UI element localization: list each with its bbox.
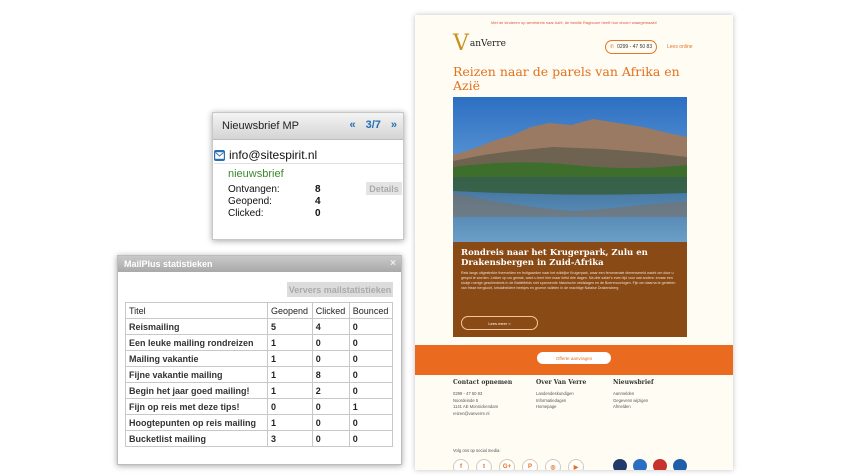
newsletter-widget-title: Nieuwsbrief MP (222, 120, 300, 132)
stat-label: Ontvangen: (228, 184, 280, 195)
hero-title: Reizen naar de parels van Afrika en Azië (453, 64, 680, 93)
footer-link[interactable]: Landendeskundigen (536, 391, 574, 396)
footer-line: Noordeinde 5 (453, 397, 479, 403)
newsletter-stats (228, 184, 403, 220)
bounced-count: 0 (349, 335, 392, 351)
phone-button[interactable] (605, 40, 657, 54)
footer-line: 1141 AE Monnickendam (453, 404, 499, 409)
clicked-count: 0 (312, 415, 349, 431)
newsletter-type: nieuwsbrief (228, 168, 284, 180)
opened-count: 0 (268, 399, 313, 415)
clicked-count: 0 (312, 431, 349, 447)
footer-link[interactable]: Aanmelden (613, 391, 635, 396)
phone-number: 0299 - 47 50 83 (617, 44, 653, 50)
mailing-title: Mailing vakantie (126, 351, 268, 367)
page-indicator: 3/7 (365, 119, 381, 131)
twitter-icon[interactable]: t (476, 459, 492, 470)
bounced-count: 1 (349, 399, 392, 415)
mailing-title: Fijne vakantie mailing (126, 367, 268, 383)
bounced-count: 0 (349, 431, 392, 447)
facebook-icon[interactable]: f (453, 459, 469, 470)
badge-icon (613, 459, 627, 470)
table-row[interactable] (126, 351, 393, 367)
footer-line[interactable]: reizen@vanverre.nl (453, 410, 490, 416)
newsletter-widget (212, 112, 404, 240)
mailing-title: Een leuke mailing rondreizen (126, 335, 268, 351)
pinterest-icon[interactable]: P (522, 459, 538, 470)
clicked-count: 2 (312, 383, 349, 399)
clicked-count: 0 (312, 335, 349, 351)
table-row[interactable] (126, 383, 393, 399)
mailing-stats-table (125, 302, 393, 447)
footer-link[interactable]: Informatiedagen (536, 397, 567, 403)
badge-icon (673, 459, 687, 470)
opened-count: 1 (268, 351, 313, 367)
footer-link[interactable]: Gegevens wijzigen (613, 397, 649, 403)
column-header: Titel (126, 303, 268, 319)
mailplus-widget (117, 255, 402, 465)
logo-name: anVerre (469, 39, 506, 49)
table-header-row (126, 303, 393, 319)
newsletter-sender (214, 147, 403, 164)
badge-icon (633, 459, 647, 470)
table-row[interactable] (126, 367, 393, 383)
envelope-icon (214, 150, 225, 161)
phone-icon: ✆ (609, 44, 615, 50)
certification-badges (613, 459, 687, 470)
opened-count: 1 (268, 367, 313, 383)
request-quote-button[interactable]: Offerte aanvragen (537, 352, 611, 364)
stat-row (228, 196, 403, 208)
mailing-title: Hoogtepunten op reis mailing (126, 415, 268, 431)
footer-about (536, 379, 586, 411)
bounced-count: 0 (349, 383, 392, 399)
clicked-count: 0 (312, 351, 349, 367)
clicked-count: 4 (312, 319, 349, 335)
mailplus-widget-header (118, 256, 401, 272)
newsletter-preview (415, 15, 733, 470)
mailing-title: Bucketlist mailing (126, 431, 268, 447)
table-row[interactable] (126, 399, 393, 415)
feature-text: Reis langs uitgestrekte theevelden en fruitgaarden naar het wildrijke Krugerpark, waar een fenomenale dierenwereld wacht om door u gespot te worden. Lekker op uw gemak, want u bent hier maar liefst drie dagen. Na drie safari's even tijd voor wat anders: ervaar een stukje roerige geschiedenis in de Battlefields met spannende historische veldslagen en de Boerenoorlogen. Fijn om daarna te genieten van frisse berglucht, kristalheldere beekjes en groene valleien in de machtige Natalse Drakensberg (461, 271, 676, 290)
landscape-image (453, 97, 687, 242)
next-page-button[interactable]: » (390, 119, 397, 131)
refresh-stats-button[interactable]: Ververs mailstatistieken (287, 282, 393, 297)
opened-count: 1 (268, 335, 313, 351)
feature-panel (453, 242, 687, 337)
mailing-title: Fijn op reis met deze tips! (126, 399, 268, 415)
stat-label: Geopend: (228, 196, 272, 207)
column-header: Clicked (312, 303, 349, 319)
prev-page-button[interactable]: « (349, 119, 356, 131)
opened-count: 1 (268, 415, 313, 431)
opened-count: 5 (268, 319, 313, 335)
preheader-text: Met de kinderen op wereldreis naar Azië, de familie Ragboum heeft hun droom waargemaakt! (491, 20, 657, 25)
feature-title: Rondreis naar het Krugerpark, Zulu en Drakensbergen in Zuid-Afrika (461, 248, 648, 268)
brand-logo[interactable] (453, 33, 506, 55)
newsletter-widget-header (213, 113, 403, 140)
bounced-count: 0 (349, 415, 392, 431)
table-row[interactable] (126, 319, 393, 335)
footer-link[interactable]: Homepage (536, 404, 557, 409)
mailplus-widget-title: MailPlus statistieken (124, 259, 213, 269)
footer-link[interactable]: Afmelden (613, 404, 631, 409)
read-more-button[interactable]: Lees meer > (461, 316, 538, 330)
stat-label: Clicked: (228, 208, 264, 219)
column-header: Bounced (349, 303, 392, 319)
badge-icon (653, 459, 667, 470)
youtube-icon[interactable]: ▶ (568, 459, 584, 470)
column-header: Geopend (268, 303, 313, 319)
clicked-count: 0 (312, 399, 349, 415)
table-row[interactable] (126, 431, 393, 447)
footer-newsletter (613, 379, 654, 411)
stat-value: 0 (315, 208, 321, 219)
footer-contact (453, 379, 512, 417)
details-button[interactable]: Details (366, 182, 402, 195)
pagination (349, 119, 397, 131)
stat-value: 8 (315, 184, 321, 195)
hero-photo (453, 97, 687, 242)
stat-value: 4 (315, 196, 321, 207)
table-row[interactable] (126, 335, 393, 351)
google-plus-icon[interactable]: G+ (499, 459, 515, 470)
logo-v: V (453, 31, 469, 56)
bounced-count: 0 (349, 351, 392, 367)
mailing-title: Reismailing (126, 319, 268, 335)
footer-heading: Nieuwsbrief (613, 379, 654, 386)
instagram-icon[interactable]: ◎ (545, 459, 561, 470)
sender-email[interactable]: info@sitespirit.nl (229, 148, 318, 162)
close-icon[interactable]: × (390, 258, 396, 269)
footer-line: 0299 - 47 50 83 (453, 391, 483, 396)
read-online-link[interactable]: Lees online (667, 44, 693, 50)
cta-band (415, 345, 733, 375)
clicked-count: 8 (312, 367, 349, 383)
bounced-count: 0 (349, 319, 392, 335)
footer-heading: Over Van Verre (536, 379, 587, 386)
opened-count: 3 (268, 431, 313, 447)
social-label: Volg ons op social media: (453, 448, 501, 453)
stat-row (228, 208, 403, 220)
social-links (453, 459, 584, 470)
bounced-count: 0 (349, 367, 392, 383)
opened-count: 1 (268, 383, 313, 399)
table-row[interactable] (126, 415, 393, 431)
footer-heading: Contact opnemen (453, 379, 513, 386)
mailing-title: Begin het jaar goed mailing! (126, 383, 268, 399)
